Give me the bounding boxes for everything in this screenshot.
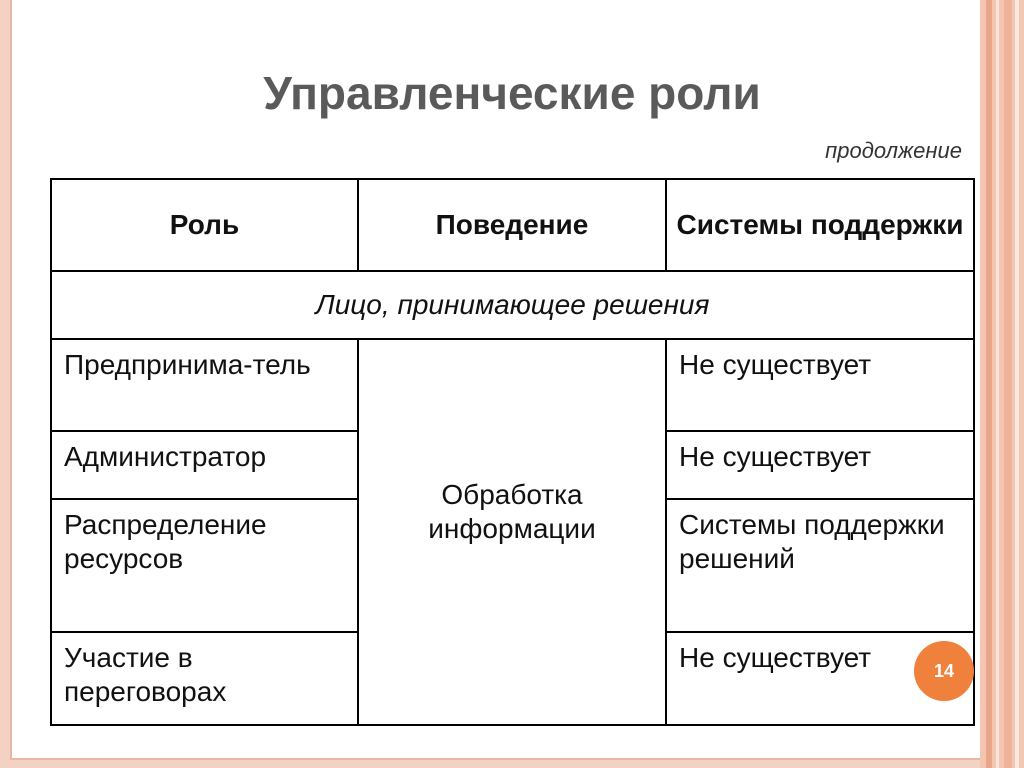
role-cell: Администратор (51, 431, 358, 499)
support-cell: Не существует (666, 632, 974, 725)
slide-title: Управленческие роли (263, 67, 761, 119)
behavior-cell: Обработка информации (358, 339, 666, 725)
page-number-badge: 14 (914, 641, 974, 701)
header-behavior: Поведение (358, 179, 666, 271)
header-role: Роль (51, 179, 358, 271)
role-cell: Предпринима-тель (51, 339, 358, 431)
roles-table (50, 178, 975, 726)
slide-subtitle: продолжение (825, 138, 962, 163)
support-cell: Не существует (666, 339, 974, 431)
role-cell: Участие в переговорах (51, 632, 358, 725)
group-label: Лицо, принимающее решения (51, 271, 974, 339)
support-cell: Системы поддержки решений (666, 499, 974, 632)
role-cell: Распределение ресурсов (51, 499, 358, 632)
table-group-row (51, 271, 974, 339)
table-row (51, 339, 974, 431)
table-header-row (51, 179, 974, 271)
header-support-systems: Системы поддержки (666, 179, 974, 271)
support-cell: Не существует (666, 431, 974, 499)
